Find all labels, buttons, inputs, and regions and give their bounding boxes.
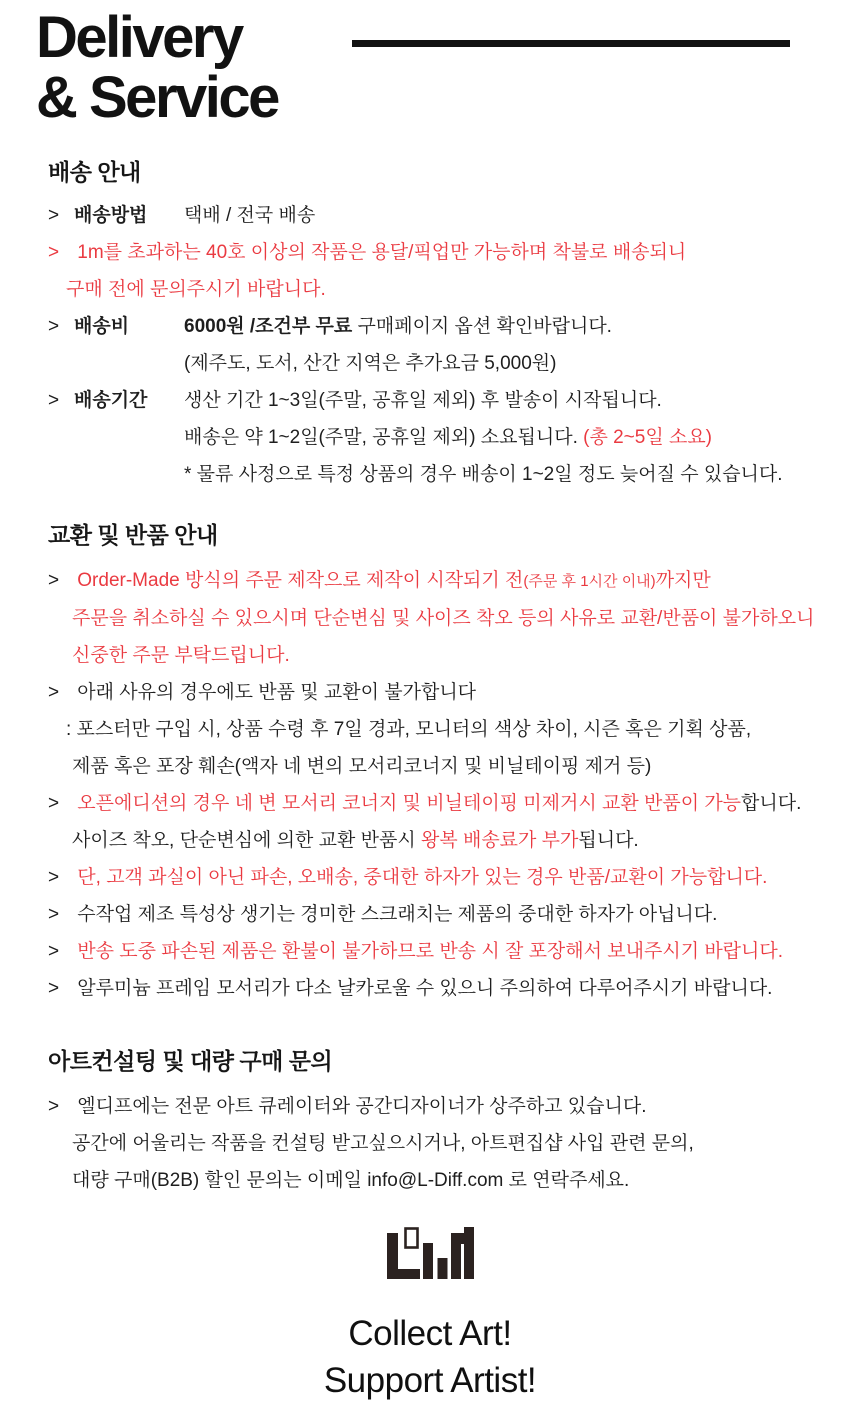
returns-openedition-l2-black: 사이즈 착오, 단순변심에 의한 교환 반품시	[72, 830, 421, 851]
consulting-line3: 대량 구매(B2B) 할인 문의는 이메일 info@L-Diff.com 로 연락주세요.	[72, 1170, 630, 1191]
returns-customerfault-text: 단, 고객 과실이 아닌 파손, 오배송, 중대한 하자가 있는 경우 반품/교환이 가능합니다.	[77, 867, 768, 888]
consulting-line1	[48, 1088, 820, 1125]
shipping-period-line2	[48, 419, 820, 456]
bullet-icon: >	[48, 682, 60, 703]
returns-handmade-text: 수작업 제조 특성상 생기는 경미한 스크래치는 제품의 중대한 하자가 아닙니다.	[77, 904, 718, 925]
bullet-icon: >	[48, 793, 60, 814]
returns-nocases-text1: 아래 사유의 경우에도 반품 및 교환이 불가합니다	[77, 682, 477, 703]
bullet-icon: >	[48, 242, 60, 263]
bullet-icon: >	[48, 316, 60, 337]
returns-nocases-line1	[48, 674, 820, 711]
shipping-section-heading: 배송 안내	[48, 159, 141, 185]
bullet-icon: >	[48, 978, 60, 999]
consulting-line2: 공간에 어울리는 작품을 컨설팅 받고싶으시거나, 아트편집샵 사입 관련 문의,	[72, 1133, 694, 1154]
shipping-method-label: 배송방법	[74, 205, 148, 226]
shipping-period-row	[48, 382, 820, 419]
consulting-section-heading: 아트컨설팅 및 대량 구매 문의	[48, 1048, 333, 1074]
shipping-fee-note: (제주도, 도서, 산간 지역은 추가요금 5,000원)	[184, 353, 557, 374]
returns-openedition-l2-red: 왕복 배송료가 부가	[420, 830, 579, 851]
shipping-fee-amount: 6000원 /조건부 무료	[184, 316, 353, 337]
shipping-oversize-text2: 구매 전에 문의주시기 바랍니다.	[66, 279, 326, 300]
shipping-method-value: 택배 / 전국 배송	[184, 205, 316, 226]
returns-openedition-line1	[48, 785, 820, 822]
shipping-oversize-line2	[48, 271, 820, 308]
slogan-line2: Support Artist!	[323, 1361, 537, 1400]
l-diff-logo-icon	[385, 1225, 475, 1287]
bullet-icon: >	[48, 390, 60, 411]
consulting-text1: 엘디프에는 전문 아트 큐레이터와 공간디자이너가 상주하고 있습니다.	[77, 1096, 647, 1117]
bullet-icon: >	[48, 904, 60, 925]
page-header	[0, 0, 860, 128]
shipping-oversize-text1: 1m를 초과하는 40호 이상의 작품은 용달/픽업만 가능하며 착불로 배송되니	[77, 242, 687, 263]
bullet-icon: >	[48, 1096, 60, 1117]
page-title	[36, 5, 860, 130]
bullet-icon: >	[48, 941, 60, 962]
returns-aluminum-text: 알루미늄 프레임 모서리가 다소 날카로울 수 있으니 주의하여 다루어주시기 바랍니다.	[77, 978, 773, 999]
returns-aluminum-line	[48, 970, 820, 1007]
returns-nocases-line2: : 포스터만 구입 시, 상품 수령 후 7일 경과, 모니터의 색상 차이, 시즌 혹은 기획 상품,	[66, 719, 752, 740]
footer-logo	[385, 1225, 475, 1292]
page-title-line1: Delivery	[36, 5, 242, 70]
returns-returnshipping-line	[48, 933, 820, 970]
returns-ordermade-line3: 신중한 주문 부탁드립니다.	[72, 645, 290, 666]
shipping-fee-label: 배송비	[74, 316, 130, 337]
returns-nocases-line3: 제품 혹은 포장 훼손(액자 네 변의 모서리코너지 및 비닐테이핑 제거 등)	[72, 756, 652, 777]
title-rule	[352, 40, 790, 47]
shipping-period-label: 배송기간	[74, 390, 148, 411]
page-title-line2: & Service	[36, 65, 278, 130]
returns-ordermade-line2: 주문을 취소하실 수 있으시며 단순변심 및 사이즈 착오 등의 사유로 교환/반품이 불가하오니	[72, 608, 815, 629]
shipping-period-line1: 생산 기간 1~3일(주말, 공휴일 제외) 후 발송이 시작됩니다.	[184, 390, 662, 411]
bullet-icon: >	[48, 570, 60, 591]
returns-ordermade-line1	[48, 562, 820, 600]
footer-slogan	[0, 1310, 860, 1404]
returns-ordermade-text: Order-Made 방식의 주문 제작으로 제작이 시작되기 전	[77, 570, 524, 591]
shipping-period-line2-red: (총 2~5일 소요)	[583, 427, 712, 448]
returns-handmade-line	[48, 896, 820, 933]
page-content	[0, 154, 860, 1199]
returns-openedition-red: 오픈에디션의 경우 네 변 모서리 코너지 및 비닐테이핑 미제거시 교환 반품이 가능	[77, 793, 742, 814]
shipping-oversize-line1	[48, 234, 820, 271]
shipping-fee-row	[48, 308, 820, 345]
shipping-fee-rest: 구매페이지 옵션 확인바랍니다.	[352, 316, 612, 337]
shipping-fee-value	[184, 308, 820, 345]
slogan-line1: Collect Art!	[348, 1314, 512, 1353]
returns-openedition-black: 합니다.	[741, 793, 802, 814]
shipping-method-row	[48, 197, 820, 234]
returns-section-heading: 교환 및 반품 안내	[48, 522, 218, 548]
returns-customerfault-line	[48, 859, 820, 896]
shipping-period-line3: * 물류 사정으로 특정 상품의 경우 배송이 1~2일 정도 늦어질 수 있습니다.	[184, 464, 783, 485]
returns-returnshipping-text: 반송 도중 파손된 제품은 환불이 불가하므로 반송 시 잘 포장해서 보내주시기 바랍니다.	[77, 941, 784, 962]
returns-openedition-l2-black2: 됩니다.	[578, 830, 639, 851]
returns-ordermade-small: (주문 후 1시간 이내)	[523, 573, 656, 590]
bullet-icon: >	[48, 205, 60, 226]
bullet-icon: >	[48, 867, 60, 888]
shipping-period-line2-black: 배송은 약 1~2일(주말, 공휴일 제외) 소요됩니다.	[184, 427, 584, 448]
returns-ordermade-text2: 까지만	[655, 570, 711, 591]
returns-openedition-line2	[48, 822, 820, 859]
